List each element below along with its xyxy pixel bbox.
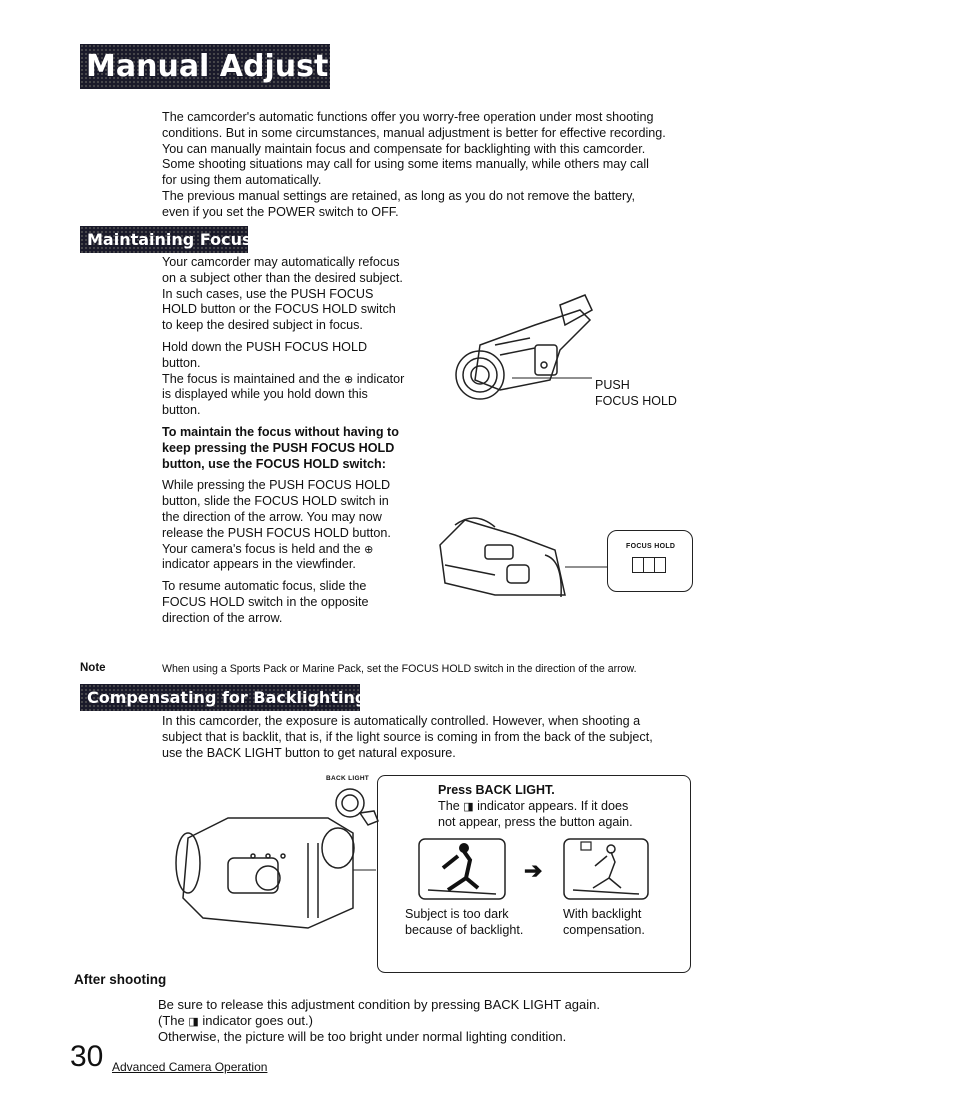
footer-section: Advanced Camera Operation (112, 1060, 268, 1074)
after-line: (The ◨ indicator goes out.) (158, 1013, 313, 1028)
intro-line: for using them automatically. (162, 173, 322, 188)
focus-text (162, 255, 407, 627)
caption-line: With backlight (563, 907, 642, 921)
focus-heading: Maintaining Focus (87, 230, 252, 249)
caption-dark (405, 907, 523, 939)
page-title: Manual Adjustments (86, 49, 434, 84)
camcorder-focus-switch-illustration (435, 505, 615, 605)
focus-hold-switch-label: FOCUS HOLD (626, 543, 676, 550)
backlight-intro (162, 714, 722, 761)
focus-heading-banner (80, 226, 252, 253)
after-line: Otherwise, the picture will be too bright under normal lighting condition. (158, 1029, 567, 1044)
caption-line: Subject is too dark (405, 907, 509, 921)
back-light-step-title: Press BACK LIGHT. (438, 783, 555, 797)
viewfinder-compensated-image (563, 838, 649, 900)
after-line: Be sure to release this adjustment condition by pressing BACK LIGHT again. (158, 997, 600, 1012)
after-shooting-text (158, 997, 658, 1045)
focus-para: Hold down the PUSH FOCUS HOLD button. (162, 339, 368, 370)
camcorder-back-light-illustration (168, 808, 378, 933)
focus-para: While pressing the PUSH FOCUS HOLD button, slide the FOCUS HOLD switch in the direction of the arrow. You may now release the PUSH FOCUS HOLD button. Your camera's focus is held and the ⊕ indicator appears in the viewfinder. (162, 478, 391, 572)
backlight-indicator-icon: ◨ (463, 801, 474, 813)
back-light-step-text: The ◨ indicator appears. If it does not appear, press the button again. (438, 799, 633, 829)
arrow-right-icon: ➔ (524, 858, 543, 883)
caption-line: compensation. (563, 922, 645, 937)
caption-compensated (563, 907, 645, 939)
focus-para: Your camcorder may automatically refocus on a subject other than the desired subject. (162, 255, 403, 285)
backlight-intro-line: use the BACK LIGHT button to get natural exposure. (162, 745, 456, 760)
intro-line: even if you set the POWER switch to OFF. (162, 204, 399, 219)
callout-line: FOCUS HOLD (595, 394, 677, 408)
back-light-button-label: BACK LIGHT (326, 775, 370, 782)
backlight-heading-banner (80, 684, 367, 711)
intro-text (162, 110, 722, 221)
after-shooting-heading: After shooting (74, 972, 167, 987)
callout-line: PUSH (595, 378, 630, 392)
intro-line: The camcorder's automatic functions offer you worry-free operation under most shooting (162, 110, 654, 124)
page-title-banner (80, 44, 434, 89)
focus-para: The focus is maintained and the ⊕ indicator is displayed while you hold down this button. (162, 371, 405, 418)
backlight-intro-line: subject that is backlit, that is, if the light source is coming in from the back of the subject, (162, 729, 653, 744)
backlight-indicator-icon: ◨ (188, 1016, 199, 1028)
note-label: Note (80, 662, 106, 674)
push-focus-hold-callout (595, 377, 677, 409)
focus-para-bold: To maintain the focus without having to keep pressing the PUSH FOCUS HOLD button, use the FOCUS HOLD switch: (162, 424, 399, 471)
caption-line: because of backlight. (405, 922, 524, 937)
intro-line: conditions. But in some circumstances, manual adjustment is better for effective recording. (162, 125, 666, 140)
backlight-intro-line: In this camcorder, the exposure is automatically controlled. However, when shooting a (162, 714, 641, 728)
intro-line: You can manually maintain focus and compensate for backlighting with this camcorder. (162, 141, 646, 156)
focus-hold-indicator-icon: ⊕ (364, 543, 374, 556)
viewfinder-dark-subject-image (418, 838, 506, 900)
focus-para: In such cases, use the PUSH FOCUS HOLD button or the FOCUS HOLD switch to keep the desired subject in focus. (162, 286, 396, 333)
intro-line: The previous manual settings are retained, as long as you do not remove the battery, (162, 188, 636, 203)
note-text: When using a Sports Pack or Marine Pack, set the FOCUS HOLD switch in the direction of the arrow. (162, 663, 637, 675)
focus-hold-switch[interactable] (632, 557, 666, 573)
camcorder-push-focus-illustration (440, 290, 610, 415)
focus-para: To resume automatic focus, slide the FOCUS HOLD switch in the opposite direction of the arrow. (162, 579, 369, 625)
backlight-heading: Compensating for Backlighting (87, 688, 367, 707)
page-number: 30 (70, 1040, 104, 1073)
focus-hold-switch-detail (607, 530, 693, 592)
focus-hold-indicator-icon: ⊕ (344, 373, 354, 386)
intro-line: Some shooting situations may call for using some items manually, while others may call (162, 157, 649, 172)
